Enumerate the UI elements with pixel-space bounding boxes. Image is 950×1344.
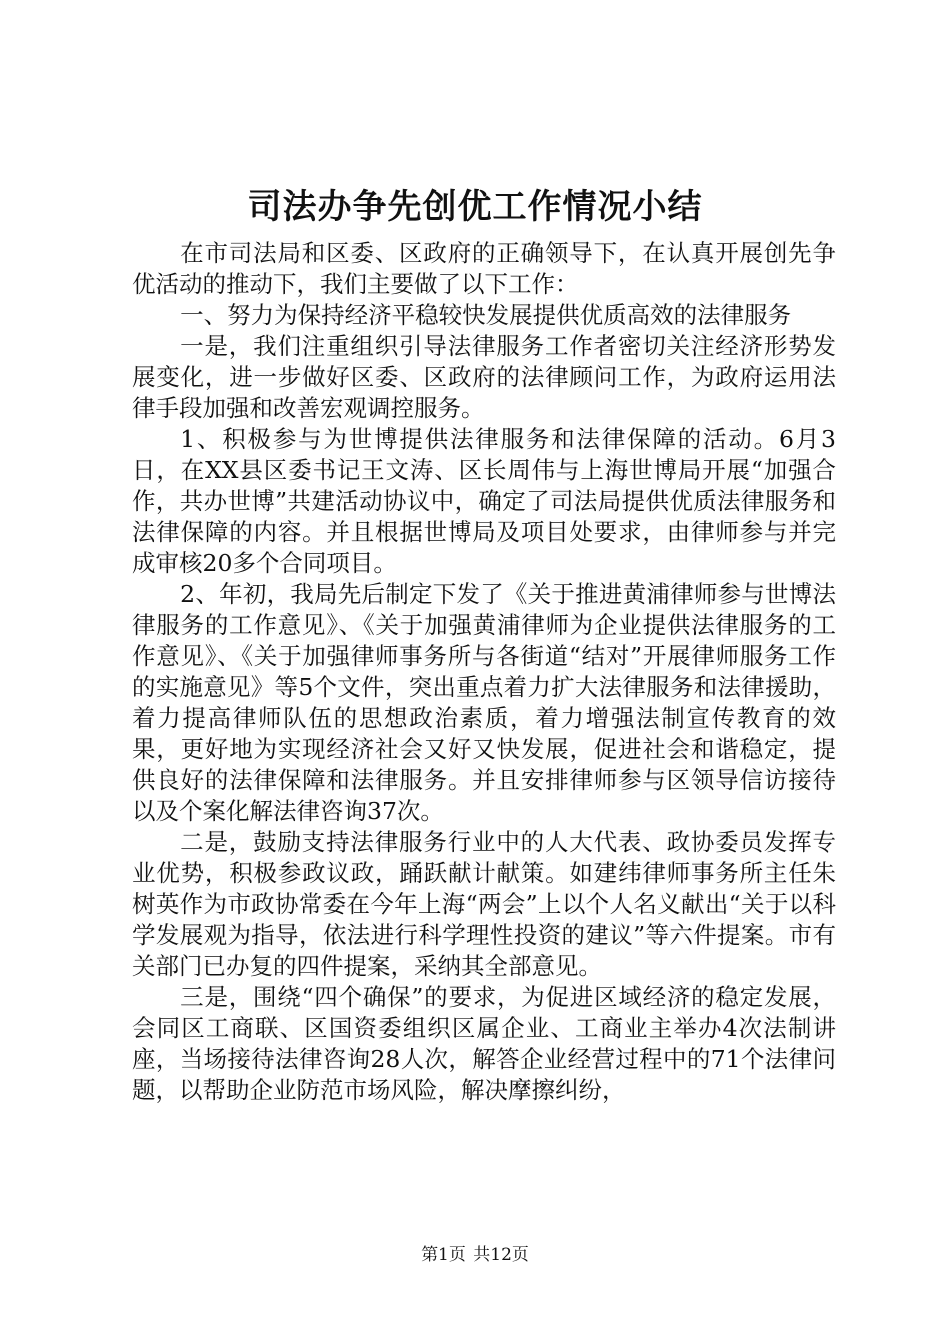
page-footer bbox=[0, 1244, 950, 1266]
paragraph-item-2: 2、年初，我局先后制定下发了《关于推进黄浦律师参与世博法律服务的工作意见》、《关于加强黄浦律师为企业提供法律服务的工作意见》、《关于加强律师事务所与各街道“结对”开展律师服务工作的实施意见》等5个文件，突出重点着力扩大法律服务和法律援助，着力提高律师队伍的思想政治素质，着力增强法制宣传教育的效果，更好地为实现经济社会又好又快发展，促进社会和谐稳定，提供良好的法律保障和法律服务。并且安排律师参与区领导信访接待以及个案化解法律咨询37次。 bbox=[132, 580, 836, 825]
page-number: 第1页 bbox=[421, 1245, 466, 1265]
paragraph-point-1: 一是，我们注重组织引导法律服务工作者密切关注经济形势发展变化，进一步做好区委、区政府的法律顾问工作，为政府运用法律手段加强和改善宏观调控服务。 bbox=[132, 332, 836, 422]
page-total: 共12页 bbox=[473, 1245, 529, 1265]
document-title: 司法办争先创优工作情况小结 bbox=[247, 187, 703, 227]
paragraph-heading-1: 一、努力为保持经济平稳较快发展提供优质高效的法律服务 bbox=[180, 301, 792, 329]
paragraph-point-3: 三是，围绕“四个确保”的要求，为促进区域经济的稳定发展，会同区工商联、区国资委组织区属企业、工商业主举办4次法制讲座，当场接待法律咨询28人次，解答企业经营过程中的71个法律问题，以帮助企业防范市场风险，解决摩擦纠纷， bbox=[132, 983, 836, 1104]
paragraph-intro: 在市司法局和区委、区政府的正确领导下，在认真开展创先争优活动的推动下，我们主要做了以下工作： bbox=[132, 239, 836, 298]
paragraph-item-1: 1、积极参与为世博提供法律服务和法律保障的活动。6月3日，在XX县区委书记王文涛、区长周伟与上海世博局开展“加强合作，共办世博”共建活动协议中，确定了司法局提供优质法律服务和法律保障的内容。并且根据世博局及项目处要求，由律师参与并完成审核20多个合同项目。 bbox=[132, 425, 836, 577]
document-body bbox=[132, 238, 836, 1106]
paragraph-point-2: 二是，鼓励支持法律服务行业中的人大代表、政协委员发挥专业优势，积极参政议政，踊跃献计献策。如建纬律师事务所主任朱树英作为市政协常委在今年上海“两会”上以个人名义献出“关于以科学发展观为指导，依法进行科学理性投资的建议”等六件提案。市有关部门已办复的四件提案，采纳其全部意见。 bbox=[132, 828, 836, 980]
